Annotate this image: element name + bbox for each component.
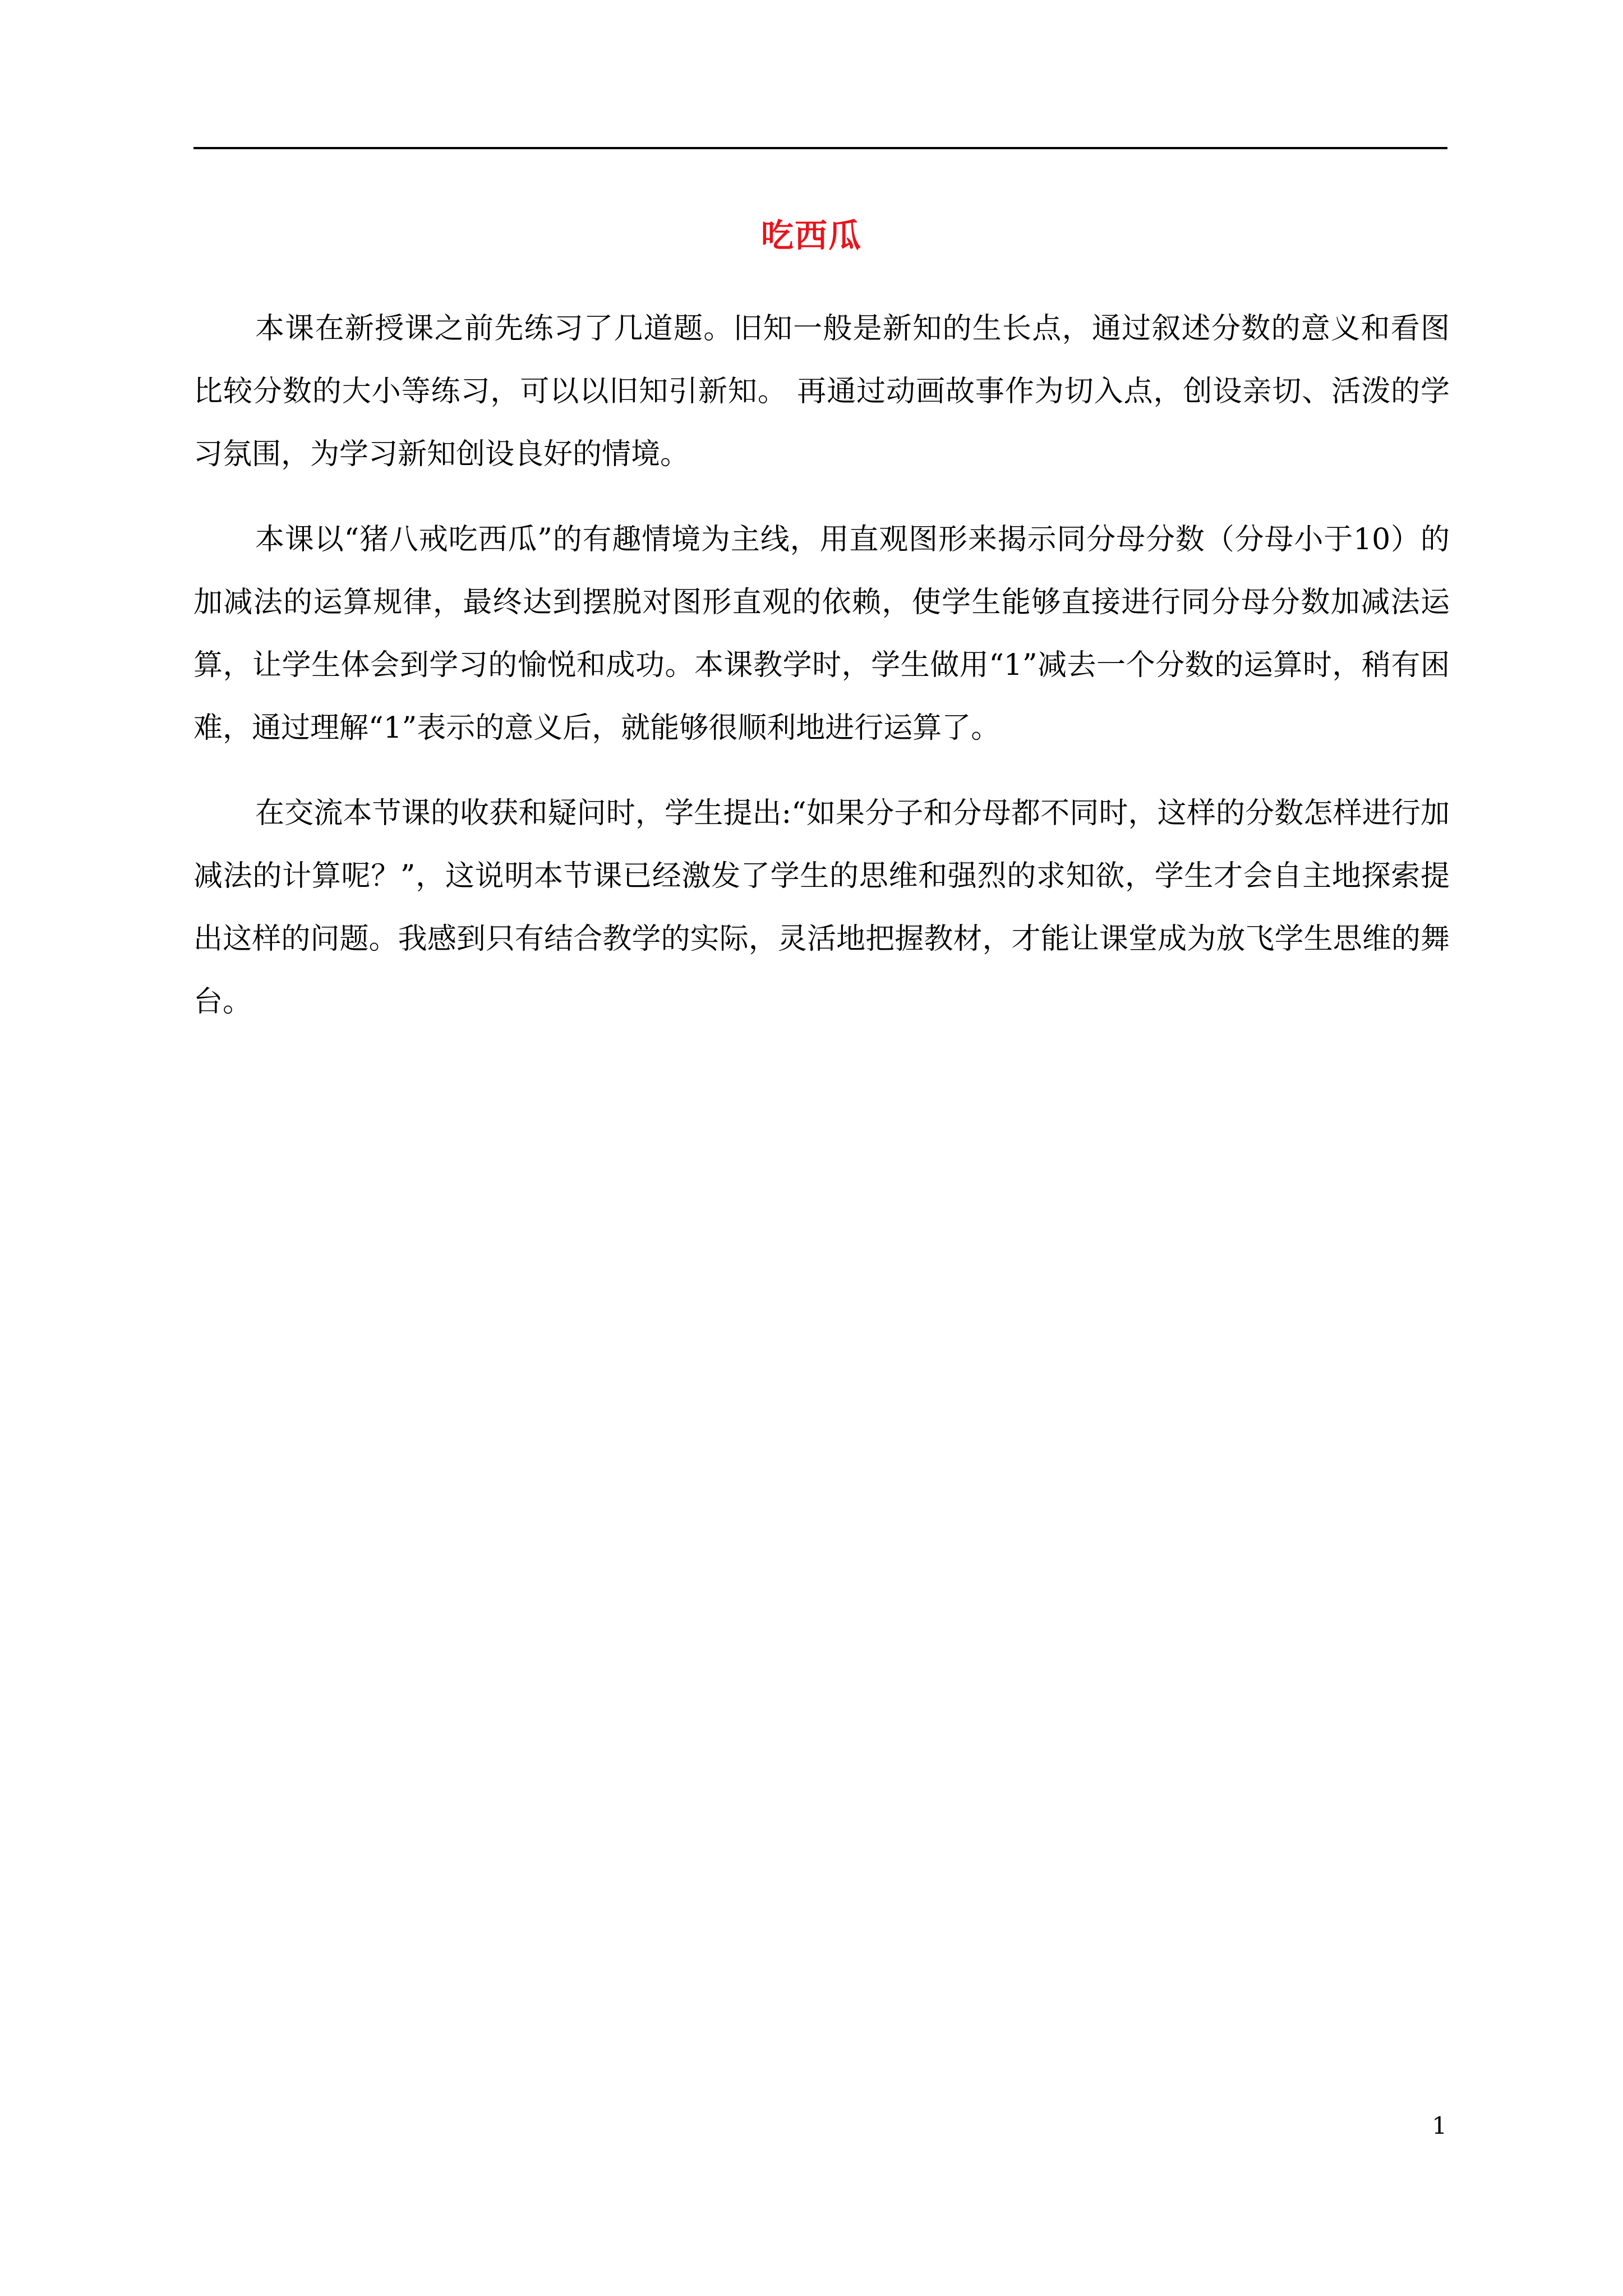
paragraph-1: 本课在新授课之前先练习了几道题。旧知一般是新知的生长点，通过叙述分数的意义和看图比较分数的大小等练习，可以以旧知引新知。 再通过动画故事作为切入点，创设亲切、活泼的学习氛围，为学习新知创设良好的情境。 (193, 312, 1450, 471)
page-title: 吃西瓜 (760, 217, 862, 255)
paragraph-3: 在交流本节课的收获和疑问时，学生提出:“如果分子和分母都不同时，这样的分数怎样进行加减法的计算呢？”，这说明本节课已经激发了学生的思维和强烈的求知欲，学生才会自主地探索提出这样的问题。我感到只有结合教学的实际，灵活地把握教材，才能让课堂成为放飞学生思维的舞台。 (193, 797, 1450, 1019)
header-rule (193, 147, 1447, 149)
document-body (193, 297, 1450, 1056)
paragraph-2: 本课以“猪八戒吃西瓜”的有趣情境为主线，用直观图形来揭示同分母分数（分母小于10）的加减法的运算规律，最终达到摆脱对图形直观的依赖，使学生能够直接进行同分母分数加减法运算，让学生体会到学习的愉悦和成功。本课教学时，学生做用“1”减去一个分数的运算时，稍有困难，通过理解“1”表示的意义后，就能够很顺利地进行运算了。 (193, 523, 1450, 745)
page-number: 1 (1432, 2112, 1447, 2139)
